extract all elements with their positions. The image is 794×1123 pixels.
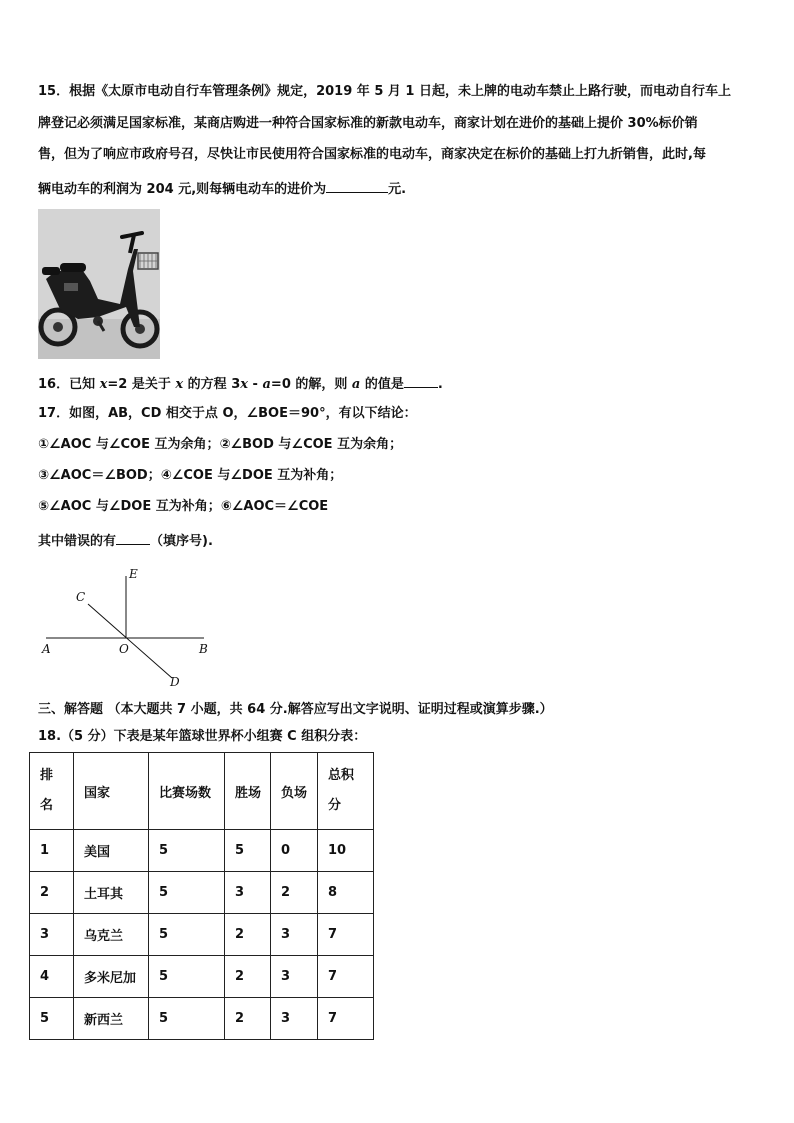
cell-points: 10	[318, 830, 374, 872]
q15-line-1: 15．根据《太原市电动自行车管理条例》规定，2019 年 5 月 1 日起，未上牌的电动车禁止上路行驶，而电动自行车上	[38, 84, 731, 99]
cell-games: 5	[149, 956, 225, 998]
header-games: 比赛场数	[149, 753, 225, 830]
q17-ask-text: 其中错误的有	[38, 534, 117, 549]
q15-unit: 元.	[388, 182, 407, 197]
cell-country: 多米尼加	[74, 956, 149, 998]
q16-var-a: a	[262, 377, 271, 392]
electric-bike-photo	[38, 209, 160, 359]
standings-table	[29, 752, 374, 1040]
electric-bike-image	[38, 209, 160, 359]
table-row	[30, 914, 374, 956]
q16-var-x: x	[99, 377, 108, 392]
q16-text-2: =2 是关于	[107, 377, 176, 392]
q16-var-x2: x	[175, 377, 184, 392]
cell-country: 乌克兰	[74, 914, 149, 956]
q15-line-3: 售，但为了响应市政府号召，尽快让市民使用符合国家标准的电动车，商家决定在标价的基础上打九折销售，此时,每	[38, 147, 706, 162]
line-cd	[88, 604, 172, 678]
cell-losses: 2	[271, 872, 318, 914]
header-wins: 胜场	[225, 753, 271, 830]
cell-losses: 0	[271, 830, 318, 872]
answer-blank	[404, 374, 438, 388]
cell-country: 新西兰	[74, 998, 149, 1040]
q16-text-6: 的值是	[360, 377, 404, 392]
q16-text-5: =0 的解，则	[270, 377, 352, 392]
q17-ask	[38, 531, 213, 550]
cell-rank: 5	[30, 998, 74, 1040]
angle-figure	[38, 562, 218, 694]
header-losses: 负场	[271, 753, 318, 830]
q18-stem: 18.（5 分）下表是某年篮球世界杯小组赛 C 组积分表：	[38, 729, 367, 744]
q15-line-4	[38, 179, 406, 198]
cell-points: 7	[318, 998, 374, 1040]
q15-line-4-text: 辆电动车的利润为 204 元,则每辆电动车的进价为	[38, 182, 327, 197]
cell-rank: 2	[30, 872, 74, 914]
label-d: D	[170, 675, 180, 689]
q17-options-3: ⑤∠AOC 与∠DOE 互为补角；⑥∠AOC＝∠COE	[38, 499, 329, 514]
label-e: E	[129, 567, 138, 581]
header-country: 国家	[74, 753, 149, 830]
header-points-line-1: 总积	[328, 768, 355, 783]
q16-end: .	[437, 377, 443, 392]
q16-text-3: 的方程 3	[183, 377, 241, 392]
cell-losses: 3	[271, 914, 318, 956]
cell-wins: 5	[225, 830, 271, 872]
table-row	[30, 830, 374, 872]
header-rank-line-1: 排	[40, 768, 54, 783]
label-c: C	[76, 590, 86, 604]
q17-options-1: ①∠AOC 与∠COE 互为余角；②∠BOD 与∠COE 互为余角；	[38, 437, 403, 452]
answer-blank	[116, 531, 150, 545]
table-row	[30, 998, 374, 1040]
header-points	[318, 753, 374, 830]
header-rank-line-2: 名	[40, 798, 54, 813]
cell-games: 5	[149, 998, 225, 1040]
q16-var-x3: x	[240, 377, 249, 392]
label-o: O	[119, 642, 129, 656]
cell-rank: 1	[30, 830, 74, 872]
cell-wins: 3	[225, 872, 271, 914]
cell-points: 8	[318, 872, 374, 914]
cell-rank: 4	[30, 956, 74, 998]
cell-wins: 2	[225, 998, 271, 1040]
q16-text-4: -	[248, 377, 263, 392]
label-a: A	[42, 642, 51, 656]
label-b: B	[199, 642, 208, 656]
cell-points: 7	[318, 914, 374, 956]
cell-losses: 3	[271, 956, 318, 998]
table-row	[30, 872, 374, 914]
cell-losses: 3	[271, 998, 318, 1040]
q17-options-2: ③∠AOC＝∠BOD；④∠COE 与∠DOE 互为补角；	[38, 468, 343, 483]
cell-wins: 2	[225, 914, 271, 956]
q16-text-1: 16．已知	[38, 377, 100, 392]
cell-games: 5	[149, 830, 225, 872]
q17-ask-end: （填序号).	[150, 534, 213, 549]
q17-stem: 17．如图，AB，CD 相交于点 O，∠BOE＝90°，有以下结论：	[38, 406, 417, 421]
cell-wins: 2	[225, 956, 271, 998]
header-points-line-2: 分	[328, 798, 342, 813]
cell-country: 美国	[74, 830, 149, 872]
q16-var-a2: a	[351, 377, 361, 392]
table-row	[30, 956, 374, 998]
cell-games: 5	[149, 872, 225, 914]
cell-points: 7	[318, 956, 374, 998]
q15-line-2: 牌登记必须满足国家标准，某商店购进一种符合国家标准的新款电动车，商家计划在进价的基础上提价 30%标价销	[38, 116, 698, 131]
table-header-row	[30, 753, 374, 830]
cell-rank: 3	[30, 914, 74, 956]
q16-line	[38, 374, 443, 393]
answer-blank	[326, 179, 388, 193]
header-rank	[30, 753, 74, 830]
section-3-heading: 三、解答题 （本大题共 7 小题，共 64 分.解答应写出文字说明、证明过程或演算步骤.）	[38, 702, 553, 717]
cell-country: 土耳其	[74, 872, 149, 914]
cell-games: 5	[149, 914, 225, 956]
